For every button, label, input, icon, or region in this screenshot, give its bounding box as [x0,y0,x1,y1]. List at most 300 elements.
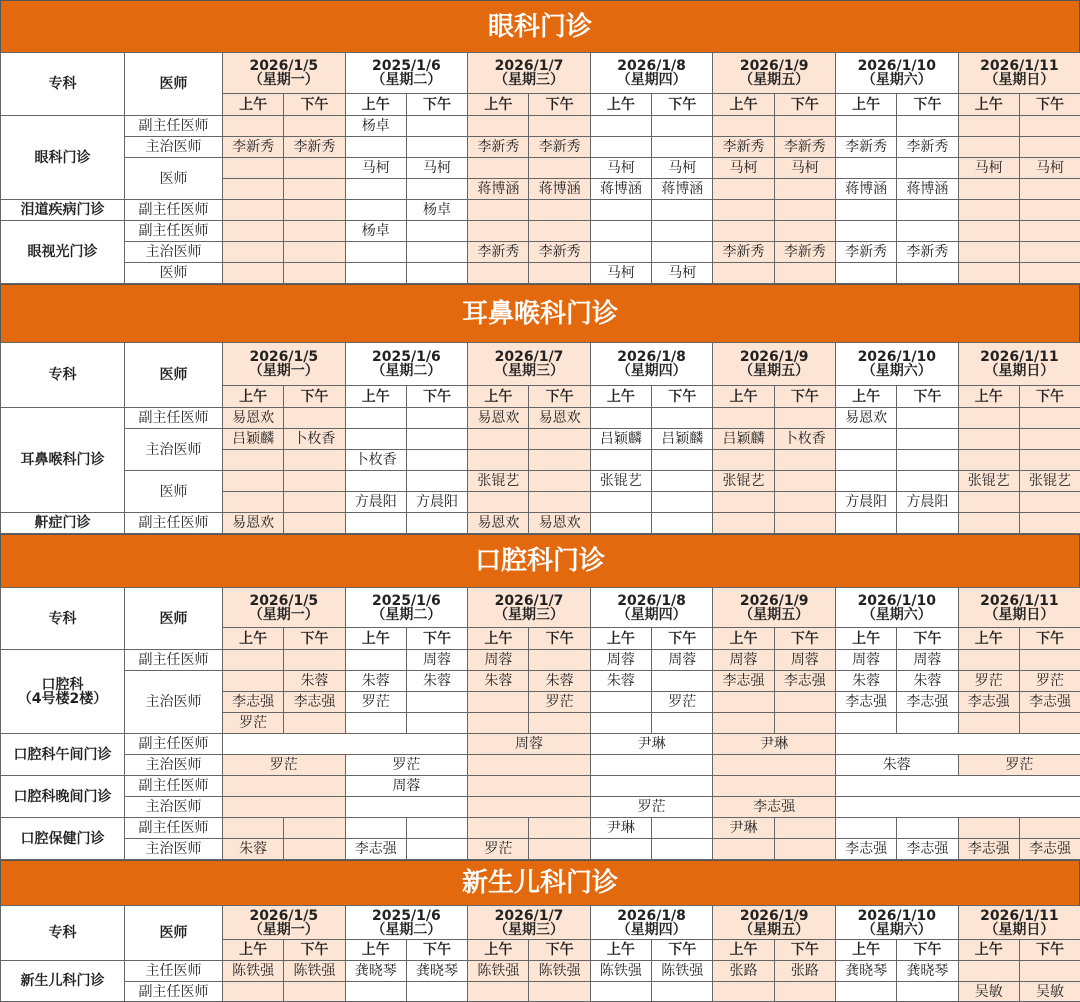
am-header: 上午 [345,940,406,961]
doctor-cell: 蒋博涵 [590,179,651,200]
weekday-text: （星期六） [836,73,958,87]
doctor-cell: 李新秀 [835,137,896,158]
doctor-cell [468,450,529,471]
doctor-cell [529,429,590,450]
doctor-cell: 李新秀 [284,137,345,158]
doctor-cell [774,713,835,734]
table-row [1,200,1080,221]
doctor-cell [958,713,1019,734]
date-text: 2026/1/5 [223,350,345,364]
header-row [1,906,1080,940]
am-header: 上午 [713,628,774,650]
doctor-cell [1019,263,1080,284]
date-text: 2026/1/7 [468,909,590,923]
doctor-cell [897,713,958,734]
doctor-cell [406,179,467,200]
doctor-cell [835,776,1080,797]
pm-header: 下午 [652,940,713,961]
doctor-cell [284,513,345,534]
weekday-text: （星期四） [591,608,713,622]
weekday-text: （星期一） [223,608,345,622]
am-header: 上午 [590,628,651,650]
doctor-cell: 张锟艺 [468,471,529,492]
doctor-cell [406,692,467,713]
am-header: 上午 [835,94,896,116]
weekday-text: （星期三） [468,923,590,937]
doctor-cell [958,429,1019,450]
weekday-text: （星期日） [959,364,1080,378]
doctor-cell [284,450,345,471]
doctor-cell [652,137,713,158]
doctor-cell: 张锟艺 [590,471,651,492]
doctor-cell: 李新秀 [713,137,774,158]
doctor-cell [1019,221,1080,242]
pm-header: 下午 [774,386,835,408]
specialty-header: 专科 [1,588,125,650]
doctor-cell: 易恩欢 [835,408,896,429]
doctor-cell: 李志强 [345,839,406,860]
weekday-text: （星期四） [591,73,713,87]
doctor-cell: 李新秀 [529,137,590,158]
doctor-cell: 李新秀 [774,137,835,158]
doctor-cell: 李新秀 [529,242,590,263]
doctor-cell: 杨卓 [406,200,467,221]
date-text: 2026/1/7 [468,59,590,73]
doctor-cell [529,650,590,671]
doctor-cell [345,513,406,534]
table-row [1,221,1080,242]
date-header [468,53,591,94]
specialty-name: 眼视光门诊 [1,221,125,284]
doctor-cell [284,492,345,513]
doctor-cell [774,513,835,534]
doctor-rank: 副主任医师 [125,200,223,221]
doctor-cell: 李志强 [835,692,896,713]
doctor-cell [223,734,468,755]
doctor-rank: 主治医师 [125,755,223,776]
pm-header: 下午 [406,940,467,961]
table-row [1,137,1080,158]
schedule-table [0,342,1080,534]
doctor-cell [468,429,529,450]
doctor-cell [958,492,1019,513]
doctor-cell [406,408,467,429]
doctor-cell [774,263,835,284]
doctor-cell: 罗茫 [223,713,284,734]
doctor-cell [590,692,651,713]
doctor-cell [590,137,651,158]
doctor-cell [223,797,346,818]
doctor-cell: 罗茫 [958,671,1019,692]
pm-header: 下午 [529,94,590,116]
weekday-text: （星期三） [468,608,590,622]
doctor-cell: 李志强 [713,671,774,692]
doctor-cell: 朱蓉 [897,671,958,692]
doctor-cell [652,221,713,242]
doctor-cell [529,200,590,221]
doctor-cell [958,818,1019,839]
doctor-cell: 蒋博涵 [835,179,896,200]
doctor-cell [774,692,835,713]
doctor-cell [468,200,529,221]
doctor-cell [835,221,896,242]
doctor-cell [590,408,651,429]
doctor-cell: 周蓉 [713,650,774,671]
doctor-cell: 尹琳 [590,734,713,755]
doctor-cell [897,471,958,492]
doctor-rank: 副主任医师 [125,408,223,429]
specialty-name: 口腔保健门诊 [1,818,125,860]
weekday-text: （星期五） [713,923,835,937]
doctor-cell: 罗茫 [652,692,713,713]
am-header: 上午 [468,628,529,650]
doctor-cell [468,263,529,284]
doctor-cell [1019,818,1080,839]
date-text: 2026/1/8 [591,909,713,923]
am-header: 上午 [468,94,529,116]
date-text: 2025/1/6 [346,909,468,923]
doctor-cell [284,158,345,179]
doctor-cell [406,471,467,492]
doctor-cell: 朱蓉 [468,671,529,692]
doctor-cell: 马柯 [590,263,651,284]
date-header [223,588,346,628]
date-text: 2026/1/10 [836,909,958,923]
doctor-cell [406,818,467,839]
am-header: 上午 [713,940,774,961]
doctor-cell [774,200,835,221]
doctor-cell [713,713,774,734]
doctor-rank: 医师 [125,158,223,200]
doctor-cell [958,263,1019,284]
table-row [1,818,1080,839]
doctor-rank: 主治医师 [125,429,223,471]
doctor-cell [468,116,529,137]
doctor-cell: 张锟艺 [1019,471,1080,492]
doctor-cell: 朱蓉 [835,671,896,692]
doctor-cell [223,450,284,471]
pm-header: 下午 [529,386,590,408]
doctor-cell [835,713,896,734]
table-row [1,650,1080,671]
doctor-cell [284,200,345,221]
doctor-cell [468,818,529,839]
am-header: 上午 [835,940,896,961]
date-text: 2026/1/9 [713,59,835,73]
doctor-rank: 主治医师 [125,671,223,734]
doctor-cell [958,179,1019,200]
weekday-text: （星期二） [346,364,468,378]
weekday-text: （星期二） [346,608,468,622]
doctor-cell: 李新秀 [897,137,958,158]
doctor-cell [529,221,590,242]
doctor-rank: 副主任医师 [125,818,223,839]
doctor-cell: 李新秀 [468,137,529,158]
doctor-cell [345,713,406,734]
doctor-cell: 龚晓琴 [406,961,467,982]
doctor-cell [284,408,345,429]
doctor-cell [713,200,774,221]
pm-header: 下午 [774,628,835,650]
pm-header: 下午 [652,628,713,650]
doctor-cell [713,513,774,534]
doctor-cell [284,221,345,242]
doctor-cell [345,263,406,284]
doctor-cell: 李志强 [713,797,836,818]
date-header [590,343,713,386]
doctor-cell: 罗茫 [345,755,468,776]
doctor-header: 医师 [125,53,223,116]
doctor-cell [284,242,345,263]
date-header [590,906,713,940]
doctor-cell [713,263,774,284]
doctor-cell: 李志强 [284,692,345,713]
doctor-cell: 陈铁强 [652,961,713,982]
doctor-cell: 马柯 [652,158,713,179]
doctor-cell [1019,408,1080,429]
doctor-cell [774,818,835,839]
doctor-cell: 李志强 [897,839,958,860]
doctor-cell: 朱蓉 [590,671,651,692]
doctor-cell: 马柯 [652,263,713,284]
date-header [713,343,836,386]
doctor-cell: 易恩欢 [468,408,529,429]
doctor-cell [897,200,958,221]
doctor-cell [529,818,590,839]
doctor-cell [529,471,590,492]
doctor-cell [1019,179,1080,200]
doctor-cell [958,200,1019,221]
doctor-cell [652,492,713,513]
doctor-cell [468,755,591,776]
date-header [713,53,836,94]
doctor-cell [774,221,835,242]
doctor-cell [652,450,713,471]
doctor-cell: 尹琳 [713,818,774,839]
doctor-rank: 主治医师 [125,242,223,263]
weekday-text: （星期日） [959,73,1080,87]
pm-header: 下午 [897,386,958,408]
date-text: 2026/1/10 [836,59,958,73]
doctor-cell [529,450,590,471]
doctor-cell [590,116,651,137]
doctor-cell: 吕颖麟 [223,429,284,450]
doctor-cell [1019,242,1080,263]
doctor-cell [345,818,406,839]
doctor-cell: 罗茫 [468,839,529,860]
date-header [713,588,836,628]
doctor-cell [406,429,467,450]
date-header [958,343,1080,386]
doctor-cell [958,450,1019,471]
doctor-cell [590,200,651,221]
doctor-cell [897,158,958,179]
table-row [1,839,1080,860]
doctor-cell [529,839,590,860]
doctor-cell [223,818,284,839]
date-text: 2026/1/11 [959,59,1080,73]
doctor-cell [529,263,590,284]
doctor-cell [284,179,345,200]
specialty-name: 耳鼻喉科门诊 [1,408,125,513]
doctor-cell [590,492,651,513]
doctor-cell [284,818,345,839]
doctor-cell: 易恩欢 [223,408,284,429]
doctor-cell: 陈铁强 [590,961,651,982]
doctor-cell [652,671,713,692]
doctor-rank: 副主任医师 [125,116,223,137]
doctor-cell [958,116,1019,137]
doctor-cell [835,116,896,137]
doctor-cell: 李志强 [1019,692,1080,713]
doctor-cell: 蒋博涵 [897,179,958,200]
weekday-text: （星期六） [836,923,958,937]
doctor-cell [835,513,896,534]
doctor-cell [406,839,467,860]
doctor-cell [652,200,713,221]
section-banner: 新生儿科门诊 [0,860,1080,905]
doctor-cell [958,221,1019,242]
doctor-rank: 副主任医师 [125,776,223,797]
weekday-text: （星期一） [223,73,345,87]
doctor-cell: 蒋博涵 [468,179,529,200]
am-header: 上午 [958,628,1019,650]
doctor-cell [345,242,406,263]
doctor-cell: 罗茫 [590,797,713,818]
schedule-table [0,905,1080,1002]
doctor-cell: 龚晓琴 [897,961,958,982]
doctor-rank: 副主任医师 [125,513,223,534]
doctor-cell: 陈铁强 [468,961,529,982]
doctor-cell: 朱蓉 [835,755,958,776]
doctor-header: 医师 [125,906,223,961]
doctor-cell: 罗茫 [529,692,590,713]
doctor-cell: 张路 [713,961,774,982]
doctor-cell [713,116,774,137]
date-header [345,906,468,940]
am-header: 上午 [590,94,651,116]
doctor-cell [406,221,467,242]
weekday-text: （星期日） [959,923,1080,937]
am-header: 上午 [958,386,1019,408]
doctor-cell [713,776,836,797]
date-header [713,906,836,940]
pm-header: 下午 [774,94,835,116]
date-header [223,343,346,386]
specialty-name: 口腔科晚间门诊 [1,776,125,818]
doctor-cell: 陈铁强 [529,961,590,982]
pm-header: 下午 [406,386,467,408]
date-header [958,53,1080,94]
date-text: 2026/1/7 [468,350,590,364]
table-row [1,513,1080,534]
doctor-cell [958,961,1019,982]
specialty-name: 鼾症门诊 [1,513,125,534]
table-row [1,158,1080,179]
am-header: 上午 [958,94,1019,116]
doctor-cell [897,116,958,137]
doctor-cell: 张路 [774,961,835,982]
doctor-cell [406,137,467,158]
table-row [1,471,1080,492]
doctor-cell: 李志强 [897,692,958,713]
section-banner: 眼科门诊 [0,0,1080,52]
pm-header: 下午 [529,940,590,961]
date-header [835,343,958,386]
date-header [468,588,591,628]
doctor-cell: 李志强 [835,839,896,860]
am-header: 上午 [223,386,284,408]
date-text: 2026/1/10 [836,350,958,364]
doctor-cell: 周蓉 [897,650,958,671]
doctor-cell: 易恩欢 [468,513,529,534]
doctor-cell: 易恩欢 [529,408,590,429]
doctor-cell: 朱蓉 [529,671,590,692]
doctor-cell: 卜枚香 [284,429,345,450]
doctor-cell: 李志强 [223,692,284,713]
doctor-cell: 吴敏 [1019,982,1080,1002]
doctor-cell [468,797,591,818]
doctor-cell: 朱蓉 [406,671,467,692]
doctor-header: 医师 [125,588,223,650]
doctor-cell [406,450,467,471]
doctor-cell [468,221,529,242]
weekday-text: （星期五） [713,608,835,622]
doctor-cell: 李志强 [958,692,1019,713]
doctor-cell: 张锟艺 [958,471,1019,492]
doctor-cell: 周蓉 [468,650,529,671]
doctor-cell [1019,116,1080,137]
doctor-cell: 朱蓉 [223,839,284,860]
doctor-cell [958,242,1019,263]
doctor-rank: 医师 [125,471,223,513]
doctor-rank: 主治医师 [125,797,223,818]
pm-header: 下午 [284,628,345,650]
doctor-cell: 龚晓琴 [345,961,406,982]
schedule-table [0,587,1080,860]
doctor-cell [345,408,406,429]
doctor-cell [774,179,835,200]
weekday-text: （星期一） [223,364,345,378]
doctor-cell [652,471,713,492]
doctor-cell [835,158,896,179]
section-banner: 耳鼻喉科门诊 [0,284,1080,342]
weekday-text: （星期六） [836,364,958,378]
doctor-cell [1019,492,1080,513]
doctor-cell [1019,429,1080,450]
doctor-cell [468,692,529,713]
doctor-cell: 陈铁强 [284,961,345,982]
doctor-cell [835,471,896,492]
doctor-cell [713,221,774,242]
doctor-cell [713,755,836,776]
doctor-cell [774,471,835,492]
date-text: 2025/1/6 [346,594,468,608]
date-header [345,343,468,386]
doctor-cell: 方晨阳 [835,492,896,513]
doctor-cell [590,776,713,797]
date-header [958,588,1080,628]
am-header: 上午 [958,940,1019,961]
doctor-cell: 吕颖麟 [590,429,651,450]
doctor-cell: 周蓉 [406,650,467,671]
doctor-cell: 方晨阳 [345,492,406,513]
date-header [345,53,468,94]
doctor-cell [406,513,467,534]
doctor-cell [529,158,590,179]
date-text: 2025/1/6 [346,59,468,73]
am-header: 上午 [713,386,774,408]
